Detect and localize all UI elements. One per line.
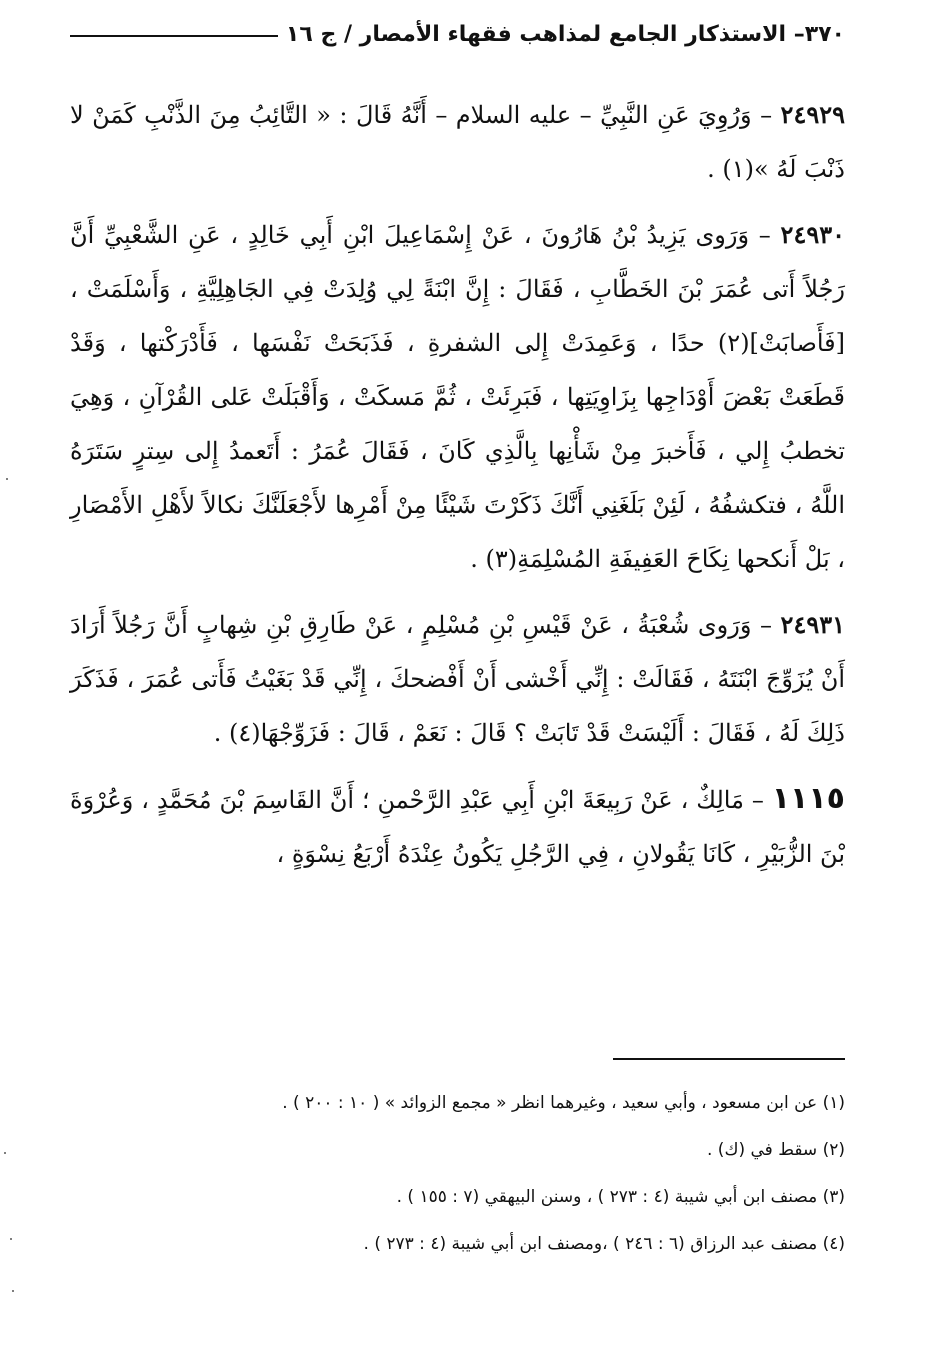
scan-speck: [4, 1152, 6, 1154]
paragraph-text: – وَرُوِيَ عَنِ النَّبِيِّ – عليه السلام – أَنَّهُ قَالَ : « التَّائِبُ مِنَ الذَّنْبِ كَمَنْ لا ذَنْبَ لَهُ »(١) .: [70, 101, 845, 183]
footnote-3: (٣) مصنف ابن أبي شيبة (٤ : ٢٧٣ ) ، وسنن البيهقي (٧ : ١٥٥ ) .: [396, 1187, 845, 1207]
page-number: ٣٧٠: [804, 21, 845, 47]
paragraph-number: ٢٤٩٢٩: [780, 100, 845, 129]
footnote-separator: [613, 1058, 845, 1060]
paragraph-text: – وَرَوى شُعْبَةُ ، عَنْ قَيْسِ بْنِ مُسْلِمٍ ، عَنْ طَارِقِ بْنِ شِهابٍ أَنَّ رَجُلاً أَرَادَ أَنْ يُزَوِّجَ ابْنَتَهُ ، فَقَالَتْ : إِنِّي أَخْشى أَنْ أَفْضحكَ ، إِنِّي قَدْ بَغَيْتُ فَأَتى عُمَرَ ، فَذَكَرَ ذَلِكَ لَهُ ، فَقَالَ : أَلَيْسَتْ قَدْ تَابَتْ ؟ قَالَ : نَعَمْ ، قَالَ : فَزَوِّجْهَا(٤) .: [70, 611, 845, 747]
footnote-2: (٢) سقط في (ك) .: [707, 1140, 845, 1160]
paragraph-24930: [70, 208, 845, 586]
hadith-number: ١١١٥: [771, 781, 845, 816]
header-rule: [70, 35, 278, 37]
scan-speck: [10, 1238, 12, 1240]
footnote-1: (١) عن ابن مسعود ، وأبي سعيد ، وغيرهما انظر « مجمع الزوائد » ( ١٠ : ٢٠٠ ) .: [282, 1093, 845, 1113]
scan-speck: [6, 478, 8, 480]
running-header: [70, 14, 845, 54]
paragraph-24929: [70, 88, 845, 196]
book-title: – الاستذكار الجامع لمذاهب فقهاء الأمصار / ج ١٦: [285, 21, 805, 47]
paragraph-text: – وَرَوى يَزِيدُ بْنُ هَارُونَ ، عَنْ إِسْمَاعِيلَ ابْنِ أَبِي خَالِدٍ ، عَنِ الشَّعْبِيِّ أَنَّ رَجُلاً أَتى عُمَرَ بْنَ الخَطَّابِ ، فَقَالَ : إِنَّ ابْنَةً لِي وُلِدَتْ فِي الجَاهِلِيَّةِ ، وَأَسْلَمَتْ ، [فَأَصابَتْ](٢) حدًا ، وَعَمِدَتْ إِلى الشفرةِ ، فَذَبَحَتْ نَفْسَها ، فَأَدْرَكْتها ، وَقَدْ قَطَعَتْ بَعْضَ أَوْدَاجِها بِزَاوِيَتِها ، فَبَرِئَتْ ، ثُمَّ مَسكَتْ ، وَأَقْبَلَتْ عَلى القُرْآنِ ، وَهِيَ تخطبُ إِلي ، فَأَخبرَ مِنْ شَأْنِها بِالَّذِي كَانَ ، فَقَالَ عُمَرُ : أَتَعمدُ إِلى سِترٍ سَتَرَهُ اللَّهُ ، فتكشفُهُ ، لَئِنْ بَلَغَنِي أَنَّكَ ذَكَرْتَ شَيْئًا مِنْ أَمْرِها لأَجْعَلَنَّكَ نكالاً لأَهْلِ الأَمْصَارِ ، بَلْ أَنكحها نِكَاحَ العَفِيفَةِ المُسْلِمَةِ(٣) .: [70, 221, 846, 573]
paragraph-text: – مَالِكٌ ، عَنْ رَبِيعَةَ ابْنِ أَبِي عَبْدِ الرَّحْمنِ ؛ أَنَّ القَاسِمَ بْنَ مُحَمَّدٍ ، وَعُرْوَةَ بْنَ الزُّبَيْرِ ، كَانَا يَقُولانِ ، فِي الرَّجُلِ يَكُونُ عِنْدَهُ أَرْبَعُ نِسْوَةٍ ،: [70, 786, 845, 868]
paragraph-number: ٢٤٩٣٠: [780, 220, 845, 249]
scan-speck: [12, 1290, 14, 1292]
paragraph-1115: [70, 772, 845, 881]
main-text: [70, 88, 845, 893]
paragraph-24931: [70, 598, 845, 760]
footnotes: [70, 1080, 845, 1268]
footnote-4: (٤) مصنف عبد الرزاق (٦ : ٢٤٦ ) ،ومصنف ابن أبي شيبة (٤ : ٢٧٣ ) .: [363, 1234, 845, 1254]
paragraph-number: ٢٤٩٣١: [780, 610, 845, 639]
